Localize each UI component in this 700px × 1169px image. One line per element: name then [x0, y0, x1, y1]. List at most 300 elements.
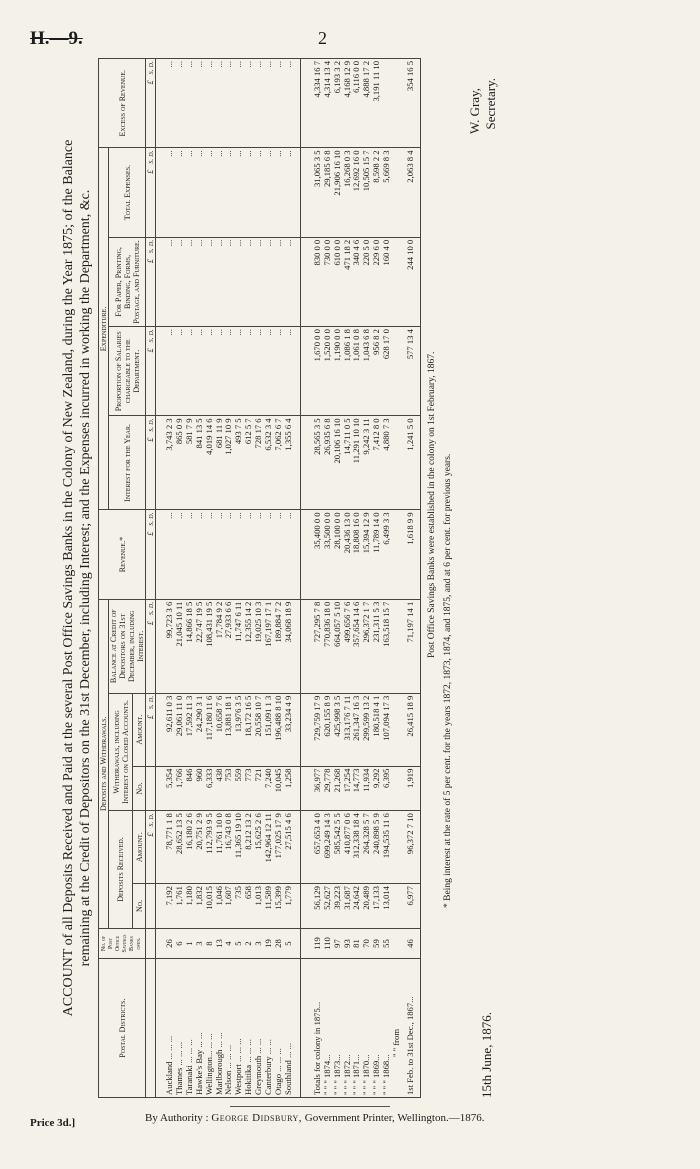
cell-bal: 231,311 5 3: [372, 599, 382, 693]
cell-from-label: " " from: [392, 959, 402, 1098]
cell-dep-amt: 11,761 10 0: [215, 811, 225, 884]
cell-wd-no: 846: [185, 766, 195, 811]
cell-name: " " " 1870...: [362, 959, 372, 1098]
header-postal-districts: Postal Districts.: [99, 959, 146, 1098]
cell-name: " " " 1871...: [352, 959, 362, 1098]
spacer-cell: [392, 928, 402, 959]
spacer-row: [300, 59, 313, 1098]
cell-tot: ...: [175, 148, 185, 237]
cell-rev: ...: [274, 510, 284, 599]
cell-paper: ...: [195, 237, 205, 326]
cell-dep-amt: 11,365 19 10: [234, 811, 244, 884]
cell-rev: 11,789 14 0: [372, 510, 382, 599]
cell-paper: 160 4 0: [382, 237, 392, 326]
header-deposits-received: Deposits Received.: [109, 811, 133, 929]
title-line-2: remaining at the Credit of Depositors on the 31st December, including Interest; and the Expenses incurred in working the Department, &c.: [78, 189, 93, 967]
header-dep-no: No.: [133, 884, 146, 929]
cell-dep-amt: 27,515 4 6: [284, 811, 300, 884]
cell-dep-no: 17,133: [372, 884, 382, 929]
cell-paper: ...: [205, 237, 215, 326]
spacer-cell: [300, 766, 313, 811]
spacer-cell: [392, 59, 402, 148]
cell-int: 581 7 9: [185, 416, 195, 510]
cell-dep-no: 39,223: [333, 884, 343, 929]
cell-wd-amt: 299,599 13 2: [362, 693, 372, 766]
cell-wd-no: 960: [195, 766, 205, 811]
lsd-units: £ s. d.: [146, 599, 156, 693]
cell-paper: 610 0 0: [333, 237, 343, 326]
cell-banks: 119: [313, 928, 323, 959]
cell-dep-amt: 28,652 13 5: [175, 811, 185, 884]
cell-int: 14,711 0 5: [343, 416, 353, 510]
cell-tot: ...: [234, 148, 244, 237]
spacer-cell: [300, 693, 313, 766]
cell-wd-no: 14,773: [352, 766, 362, 811]
cell-dep-amt: 96,372 7 10: [402, 811, 420, 884]
cell-paper: 340 4 6: [352, 237, 362, 326]
cell-rev: ...: [175, 510, 185, 599]
cell-name: " " " 1872...: [343, 959, 353, 1098]
header-num-banks: No. of Post Office Savings Banks open.: [99, 928, 146, 959]
cell-dep-no: 1,761: [175, 884, 185, 929]
signature-block: [466, 78, 499, 288]
lsd-units: £ s. d.: [146, 510, 156, 599]
cell-paper: ...: [224, 237, 234, 326]
cell-dep-amt: 16,180 2 6: [185, 811, 195, 884]
lsd-units: £ s. d.: [146, 148, 156, 237]
cell-wd-no: 721: [254, 766, 264, 811]
cell-bal: 167,197 17 1: [264, 599, 274, 693]
cell-sal: ...: [224, 327, 234, 416]
lsd-units: £ s. d.: [146, 59, 156, 148]
lsd-units: £ s. d.: [146, 327, 156, 416]
cell-rev: ...: [284, 510, 300, 599]
cell-wd-no: 1,258: [284, 766, 300, 811]
cell-banks: 1: [185, 928, 195, 959]
spacer-cell: [156, 237, 166, 326]
cell-bal: 34,068 18 9: [284, 599, 300, 693]
table-row-from-label: [392, 59, 402, 1098]
spacer-cell: [392, 510, 402, 599]
cell-wd-amt: 18,172 16 5: [244, 693, 254, 766]
cell-rev: 18,808 16 0: [352, 510, 362, 599]
cell-exc: ...: [254, 59, 264, 148]
cell-wd-amt: 17,592 11 3: [185, 693, 195, 766]
cell-bal: 499,656 7 6: [343, 599, 353, 693]
cell-dep-amt: 112,793 9 5: [205, 811, 215, 884]
spacer-cell: [156, 59, 166, 148]
cell-exc: ...: [205, 59, 215, 148]
cell-wd-amt: 107,094 17 3: [382, 693, 392, 766]
cell-dep-no: 13,014: [382, 884, 392, 929]
cell-wd-no: 36,977: [313, 766, 323, 811]
header-revenue: Revenue.*: [99, 510, 146, 599]
spacer-cell: [300, 811, 313, 884]
cell-name: Totals for colony in 1875...: [313, 959, 323, 1098]
cell-dep-amt: 410,877 0 6: [343, 811, 353, 884]
cell-name: Thames ... ... ...: [175, 959, 185, 1098]
cell-name: Marlborough ... ...: [215, 959, 225, 1098]
cell-tot: ...: [274, 148, 284, 237]
cell-banks: 97: [333, 928, 343, 959]
header-total-expenses: Total Expenses.: [109, 148, 146, 237]
cell-paper: ...: [165, 237, 175, 326]
cell-int: 1,355 6 4: [284, 416, 300, 510]
cell-exc: 4,888 17 2: [362, 59, 372, 148]
cell-int: 493 7 5: [234, 416, 244, 510]
cell-wd-amt: 29,061 11 0: [175, 693, 185, 766]
cell-exc: [382, 59, 392, 148]
cell-rev: ...: [234, 510, 244, 599]
cell-sal: ...: [244, 327, 254, 416]
cell-dep-no: 15,399: [274, 884, 284, 929]
cell-tot: ...: [165, 148, 175, 237]
cell-dep-no: 31,687: [343, 884, 353, 929]
lsd-blank: [146, 766, 156, 811]
cell-wd-amt: 117,180 11 6: [205, 693, 215, 766]
cell-wd-amt: 620,155 8 9: [323, 693, 333, 766]
cell-tot: ...: [284, 148, 300, 237]
cell-bal: 11,747 6 11: [234, 599, 244, 693]
cell-rev: ...: [254, 510, 264, 599]
cell-wd-no: 1,766: [175, 766, 185, 811]
cell-wd-no: 559: [234, 766, 244, 811]
cell-sal: ...: [254, 327, 264, 416]
cell-wd-amt: 196,488 8 10: [274, 693, 284, 766]
cell-bal: 27,933 6 6: [224, 599, 234, 693]
cell-int: 612 5 7: [244, 416, 254, 510]
spacer-cell: [300, 928, 313, 959]
signature-name: W. Gray,: [466, 88, 482, 134]
cell-sal: 1,670 0 0: [313, 327, 323, 416]
cell-name: Canterbury ... ...: [264, 959, 274, 1098]
cell-dep-amt: 240,898 5 9: [372, 811, 382, 884]
interest-footnote: * Being interest at the rate of 5 per cent. for the years 1872, 1873, 1874, and 1875, and at 6 per cent. for previous years.: [442, 453, 453, 908]
cell-banks: 46: [402, 928, 420, 959]
printer-name: George Didsbury,: [211, 1112, 303, 1124]
account-title: [60, 58, 98, 1098]
cell-banks: 2: [244, 928, 254, 959]
cell-exc: ...: [274, 59, 284, 148]
cell-tot: 8,598 2 2: [372, 148, 382, 237]
cell-wd-no: 6,333: [205, 766, 215, 811]
cell-name: Westport ... ... ...: [234, 959, 244, 1098]
cell-exc: 6,116 0 0: [352, 59, 362, 148]
cell-paper: ...: [215, 237, 225, 326]
cell-wd-amt: 313,176 7 11: [343, 693, 353, 766]
cell-dep-no: 1,180: [185, 884, 195, 929]
cell-wd-amt: 261,347 16 3: [352, 693, 362, 766]
cell-wd-amt: 151,091 1 3: [264, 693, 274, 766]
cell-dep-no: 24,642: [352, 884, 362, 929]
cell-wd-amt: 180,518 4 1: [372, 693, 382, 766]
report-code: H.—9.: [30, 28, 83, 49]
cell-banks: 5: [234, 928, 244, 959]
cell-int: 681 11 9: [215, 416, 225, 510]
lsd-blank: [146, 959, 156, 1098]
spacer-cell: [300, 237, 313, 326]
cell-wd-amt: 24,290 3 1: [195, 693, 205, 766]
cell-int: 7,412 8 0: [372, 416, 382, 510]
cell-banks: 3: [195, 928, 205, 959]
cell-tot: ...: [224, 148, 234, 237]
cell-sal: ...: [165, 327, 175, 416]
cell-sal: ...: [264, 327, 274, 416]
spacer-cell: [300, 884, 313, 929]
cell-paper: 220 5 0: [362, 237, 372, 326]
lsd-units: £ s. d.: [146, 811, 156, 884]
table-body: [156, 59, 421, 1098]
cell-wd-amt: 26,415 18 9: [402, 693, 420, 766]
cell-wd-amt: 20,558 10 7: [254, 693, 264, 766]
cell-exc: 6,193 3 2: [333, 59, 343, 148]
cell-dep-amt: 657,653 4 0: [313, 811, 323, 884]
cell-banks: 5: [284, 928, 300, 959]
cell-paper: 730 0 0: [323, 237, 333, 326]
cell-paper: 244 10 0: [402, 237, 420, 326]
cell-exc: ...: [224, 59, 234, 148]
cell-dep-amt: 177,025 17 9: [274, 811, 284, 884]
cell-bal: 14,866 18 5: [185, 599, 195, 693]
cell-banks: 110: [323, 928, 333, 959]
cell-name: Southland ... ...: [284, 959, 300, 1098]
spacer-cell: [300, 599, 313, 693]
cell-banks: 59: [372, 928, 382, 959]
cell-paper: ...: [244, 237, 254, 326]
cell-rev: 15,394 12 9: [362, 510, 372, 599]
cell-banks: 93: [343, 928, 353, 959]
cell-tot: ...: [215, 148, 225, 237]
spacer-cell: [392, 148, 402, 237]
cell-banks: 28: [274, 928, 284, 959]
cell-wd-amt: 13,881 18 1: [224, 693, 234, 766]
table-row: [333, 59, 343, 1098]
cell-bal: 99,723 3 6: [165, 599, 175, 693]
cell-tot: 12,692 16 0: [352, 148, 362, 237]
spacer-cell: [392, 237, 402, 326]
lsd-units: £ s. d.: [146, 693, 156, 766]
cell-sal: 577 13 4: [402, 327, 420, 416]
cell-tot: ...: [185, 148, 195, 237]
cell-name: " " " 1868...: [382, 959, 392, 1098]
cell-rev: ...: [224, 510, 234, 599]
cell-rev: 35,400 0 0: [313, 510, 323, 599]
cell-dep-no: 52,627: [323, 884, 333, 929]
cell-tot: 29,185 6 8: [323, 148, 333, 237]
cell-sal: ...: [185, 327, 195, 416]
cell-banks: 70: [362, 928, 372, 959]
cell-tot: 16,268 0 3: [343, 148, 353, 237]
cell-paper: 471 18 2: [343, 237, 353, 326]
printer-rest: Government Printer, Wellington.—1876.: [304, 1112, 485, 1124]
cell-tot: ...: [205, 148, 215, 237]
spacer-cell: [392, 599, 402, 693]
cell-dep-amt: 20,751 2 9: [195, 811, 205, 884]
cell-paper: ...: [284, 237, 300, 326]
cell-int: 26,935 6 8: [323, 416, 333, 510]
footer-rule: [230, 1106, 390, 1107]
cell-tot: ...: [244, 148, 254, 237]
cell-rev: 28,100 0 0: [333, 510, 343, 599]
cell-dep-no: 1,013: [254, 884, 264, 929]
cell-rev: 1,618 9 9: [402, 510, 420, 599]
cell-wd-no: 5,354: [165, 766, 175, 811]
cell-bal: 22,747 19 5: [195, 599, 205, 693]
cell-dep-no: 20,489: [362, 884, 372, 929]
cell-wd-no: 29,778: [323, 766, 333, 811]
cell-dep-no: 10,015: [205, 884, 215, 929]
cell-exc: ...: [244, 59, 254, 148]
cell-name: 1st Feb. to 31st Dec., 1867...: [402, 959, 420, 1098]
cell-rev: ...: [205, 510, 215, 599]
header-salaries: Proportion of Salaries chargeable to the Department.: [109, 327, 146, 416]
cell-name: " " " 1869...: [372, 959, 382, 1098]
cell-wd-no: 17,254: [343, 766, 353, 811]
cell-paper: ...: [254, 237, 264, 326]
page-number: 2: [318, 28, 327, 48]
cell-sal: ...: [175, 327, 185, 416]
cell-name: Hawke's Bay ... ...: [195, 959, 205, 1098]
cell-dep-no: 1,607: [224, 884, 234, 929]
cell-wd-amt: 13,976 3 5: [234, 693, 244, 766]
spacer-cell: [300, 510, 313, 599]
cell-int: 6,532 3 4: [264, 416, 274, 510]
cell-sal: 1,043 6 8: [362, 327, 372, 416]
cell-name: " " " 1874...: [323, 959, 333, 1098]
cell-exc: ...: [175, 59, 185, 148]
cell-paper: ...: [175, 237, 185, 326]
cell-dep-no: 735: [234, 884, 244, 929]
cell-sal: 1,520 0 0: [323, 327, 333, 416]
cell-rev: ...: [185, 510, 195, 599]
cell-tot: 10,505 15 7: [362, 148, 372, 237]
cell-bal: 189,884 7 2: [274, 599, 284, 693]
cell-banks: 19: [264, 928, 274, 959]
cell-exc: 3,191 11 10: [372, 59, 382, 148]
header-wd-no: No.: [133, 766, 146, 811]
header-paper: For Paper, Printing, Binding, Forms, Postage, and Furniture.: [109, 237, 146, 326]
spacer-cell: [156, 327, 166, 416]
cell-wd-no: 753: [224, 766, 234, 811]
cell-sal: ...: [234, 327, 244, 416]
header-withdrawals: Withdrawals, including Interest on Closed Accounts.: [109, 693, 133, 811]
cell-dep-no: 7,192: [165, 884, 175, 929]
cell-dep-no: 6,977: [402, 884, 420, 929]
header-balance: Balance at Credit of Depositors on 31st December, including Interest.: [109, 599, 146, 693]
cell-paper: ...: [185, 237, 195, 326]
cell-int: 3,743 2 3: [165, 416, 175, 510]
cell-dep-no: 1,779: [284, 884, 300, 929]
cell-bal: 357,654 14 6: [352, 599, 362, 693]
savings-bank-table: [98, 58, 421, 1098]
cell-wd-amt: 33,234 4 9: [284, 693, 300, 766]
cell-wd-no: 11,934: [362, 766, 372, 811]
header-expenditure: Expenditure.: [99, 148, 109, 510]
spacer-cell: [392, 693, 402, 766]
cell-int: 728 17 6: [254, 416, 264, 510]
lsd-units: £ s. d.: [146, 237, 156, 326]
cell-exc: ...: [185, 59, 195, 148]
spacer-cell: [300, 416, 313, 510]
cell-exc: 4,334 16 7: [313, 59, 323, 148]
cell-name: Auckland ... ... ...: [165, 959, 175, 1098]
cell-wd-no: 773: [244, 766, 254, 811]
cell-sal: 1,086 1 8: [343, 327, 353, 416]
cell-wd-no: 438: [215, 766, 225, 811]
cell-wd-no: 7,240: [264, 766, 274, 811]
cell-exc: 354 16 5: [402, 59, 420, 148]
cell-wd-no: 9,292: [372, 766, 382, 811]
notes-area: [427, 58, 507, 1098]
cell-int: 7,062 6 7: [274, 416, 284, 510]
spacer-cell: [156, 148, 166, 237]
cell-rev: ...: [264, 510, 274, 599]
cell-dep-amt: 142,964 12 11: [264, 811, 274, 884]
cell-sal: 628 17 0: [382, 327, 392, 416]
cell-sal: ...: [195, 327, 205, 416]
cell-banks: 81: [352, 928, 362, 959]
cell-int: 9,242 3 11: [362, 416, 372, 510]
cell-bal: 17,784 9 2: [215, 599, 225, 693]
cell-rev: 6,499 3 3: [382, 510, 392, 599]
cell-int: 28,565 3 5: [313, 416, 323, 510]
cell-tot: 5,669 8 3: [382, 148, 392, 237]
cell-int: 4,880 7 3: [382, 416, 392, 510]
spacer-cell: [392, 327, 402, 416]
cell-bal: 108,431 19 5: [205, 599, 215, 693]
table-row: [382, 59, 392, 1098]
cell-dep-no: 1,046: [215, 884, 225, 929]
header-deposits-withdrawals: Deposits and Withdrawals.: [99, 599, 109, 928]
cell-dep-amt: 78,771 1 8: [165, 811, 175, 884]
cell-banks: 8: [205, 928, 215, 959]
spacer-cell: [300, 959, 313, 1098]
title-line-1: ACCOUNT of all Deposits Received and Paid at the several Post Office Savings Banks in the Colony of New Zealand, during the Year 1875; of the Balance: [61, 139, 76, 1017]
header-excess: Excess of Revenue.: [99, 59, 146, 148]
cell-int: 1,027 10 9: [224, 416, 234, 510]
spacer-cell: [392, 884, 402, 929]
cell-bal: 12,355 14 2: [244, 599, 254, 693]
cell-name: Greymouth ... ...: [254, 959, 264, 1098]
cell-tot: ...: [254, 148, 264, 237]
table-row: [402, 59, 420, 1098]
cell-banks: 3: [254, 928, 264, 959]
rotated-account-sheet: [60, 58, 700, 1098]
cell-int: 841 13 5: [195, 416, 205, 510]
cell-tot: ...: [264, 148, 274, 237]
cell-bal: 163,518 15 7: [382, 599, 392, 693]
cell-name: Otago ... ... ...: [274, 959, 284, 1098]
cell-rev: ...: [165, 510, 175, 599]
report-date: 15th June, 1876.: [478, 1012, 494, 1098]
cell-dep-amt: 16,743 0 8: [224, 811, 234, 884]
cell-name: Nelson ... ... ...: [224, 959, 234, 1098]
cell-sal: ...: [205, 327, 215, 416]
lsd-units: £ s. d.: [146, 416, 156, 510]
cell-wd-amt: 10,658 7 6: [215, 693, 225, 766]
lsd-blank: [146, 884, 156, 929]
cell-dep-amt: 699,249 14 3: [323, 811, 333, 884]
cell-dep-no: 56,129: [313, 884, 323, 929]
signature-title: Secretary.: [482, 78, 498, 130]
cell-wd-no: 6,395: [382, 766, 392, 811]
cell-sal: 1,061 0 8: [352, 327, 362, 416]
spacer-cell: [300, 327, 313, 416]
spacer-cell: [156, 510, 166, 599]
cell-wd-amt: 92,611 0 3: [165, 693, 175, 766]
cell-tot: ...: [195, 148, 205, 237]
cell-paper: ...: [234, 237, 244, 326]
